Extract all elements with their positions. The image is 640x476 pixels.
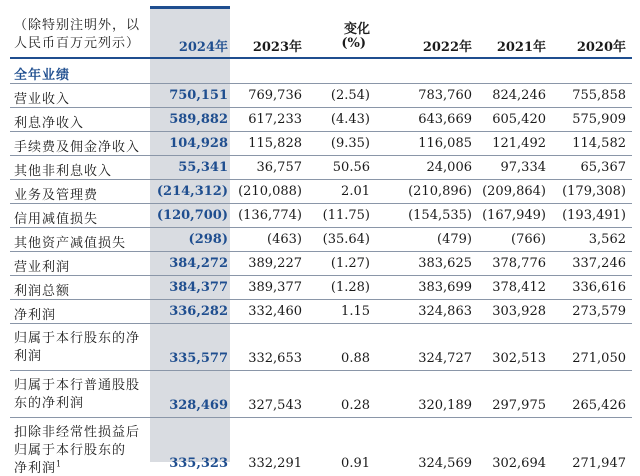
row-divider <box>10 227 632 228</box>
value-2021: 302,694 <box>492 456 546 471</box>
value-2023: 617,233 <box>248 112 302 127</box>
value-2022: 320,189 <box>418 398 472 413</box>
value-2021: 605,420 <box>492 112 546 127</box>
value-2020: (179,308) <box>562 184 626 199</box>
row-label: 净利润 <box>14 308 57 323</box>
value-2022: (479) <box>437 232 472 247</box>
value-2020: 755,858 <box>572 88 626 103</box>
value-2022: 383,625 <box>418 256 472 271</box>
value-2024: 55,341 <box>178 160 228 175</box>
value-2024: 328,469 <box>169 398 228 413</box>
row-label: 营业利润 <box>14 260 71 275</box>
value-2021: 378,412 <box>492 280 546 295</box>
value-2022: 643,669 <box>418 112 472 127</box>
header-2023: 2023年 <box>252 40 302 55</box>
value-2020: 65,367 <box>580 160 626 175</box>
value-2023: 389,377 <box>248 280 302 295</box>
value-change: (1.27) <box>330 256 370 271</box>
row-divider <box>10 203 632 204</box>
row-divider <box>10 179 632 180</box>
value-2023: 327,543 <box>248 398 302 413</box>
value-2021: 297,975 <box>492 398 546 413</box>
row-divider <box>10 251 632 252</box>
value-2023: (136,774) <box>238 208 302 223</box>
header-2022: 2022年 <box>422 40 472 55</box>
value-2024: 384,272 <box>169 256 228 271</box>
value-2023: 332,653 <box>248 351 302 366</box>
row-label: 利息净收入 <box>14 116 85 131</box>
row-divider <box>10 155 632 156</box>
row-label: 其他非利息收入 <box>14 164 113 179</box>
value-2023: (463) <box>267 232 302 247</box>
row-divider <box>10 107 632 108</box>
row-label: 东的净利润 <box>14 396 85 411</box>
header-change: 变化 <box>343 22 370 37</box>
value-2024: (120,700) <box>156 208 228 223</box>
value-2022: 783,760 <box>418 88 472 103</box>
value-change: 0.88 <box>341 351 370 366</box>
row-label: 信用减值损失 <box>14 212 99 227</box>
row-divider <box>10 323 632 324</box>
value-2020: 271,050 <box>572 351 626 366</box>
row-divider <box>10 417 632 418</box>
value-change: (1.28) <box>330 280 370 295</box>
value-2024: (298) <box>188 232 228 247</box>
row-label: 利润总额 <box>14 284 71 299</box>
row-divider <box>10 131 632 132</box>
value-2020: 575,909 <box>572 112 626 127</box>
value-2022: 324,569 <box>418 456 472 471</box>
value-2023: 332,291 <box>248 456 302 471</box>
value-2022: 324,863 <box>418 304 472 319</box>
value-2024: 335,323 <box>169 456 228 471</box>
row-label: 利润 <box>14 349 43 364</box>
row-label: 净利润$^1$ <box>14 459 63 476</box>
unit-note-line1: （除特别注明外，以 <box>14 18 141 33</box>
value-2020: 336,616 <box>572 280 626 295</box>
value-2022: 24,006 <box>426 160 472 175</box>
value-2022: (210,896) <box>408 184 472 199</box>
value-change: (35.64) <box>322 232 370 247</box>
value-2022: 383,699 <box>418 280 472 295</box>
row-label: 归属于本行股东的净 <box>14 331 141 346</box>
value-2022: (154,535) <box>408 208 472 223</box>
value-2023: (210,088) <box>238 184 302 199</box>
footnote-marker: 1 <box>56 459 63 469</box>
header-2021: 2021年 <box>496 40 546 55</box>
value-change: 1.15 <box>341 304 370 319</box>
value-2024: 384,377 <box>169 280 228 295</box>
value-change: 0.91 <box>341 456 370 471</box>
value-change: (2.54) <box>330 88 370 103</box>
value-change: (9.35) <box>330 136 370 151</box>
value-change: 0.28 <box>341 398 370 413</box>
value-2023: 769,736 <box>248 88 302 103</box>
row-divider <box>10 370 632 371</box>
row-label: 归属于本行普通股股 <box>14 378 141 393</box>
row-divider <box>10 299 632 300</box>
value-2020: 265,426 <box>572 398 626 413</box>
value-2021: (209,864) <box>482 184 546 199</box>
value-2021: (766) <box>511 232 546 247</box>
header-2024: 2024年 <box>178 40 228 55</box>
value-2024: 336,282 <box>169 304 228 319</box>
header-2020: 2020年 <box>576 40 626 55</box>
value-2022: 324,727 <box>418 351 472 366</box>
value-2023: 115,828 <box>248 136 302 151</box>
unit-note-line2: 人民币百万元列示） <box>14 36 141 51</box>
row-label: 扣除非经常性损益后 <box>14 425 141 440</box>
value-2020: 273,579 <box>572 304 626 319</box>
value-2020: 114,582 <box>572 136 626 151</box>
value-2021: 303,928 <box>492 304 546 319</box>
value-2024: 335,577 <box>169 351 228 366</box>
row-label: 其他资产减值损失 <box>14 236 127 251</box>
value-2024: 750,151 <box>169 88 228 103</box>
value-2020: 3,562 <box>588 232 626 247</box>
value-2021: 302,513 <box>492 351 546 366</box>
value-2023: 36,757 <box>256 160 302 175</box>
value-2021: 97,334 <box>500 160 546 175</box>
row-label: 业务及管理费 <box>14 188 99 203</box>
value-2020: (193,491) <box>562 208 626 223</box>
value-2020: 337,246 <box>572 256 626 271</box>
value-2020: 271,947 <box>572 456 626 471</box>
value-2024: (214,312) <box>156 184 228 199</box>
value-change: (11.75) <box>322 208 370 223</box>
value-change: 2.01 <box>341 184 370 199</box>
section-rule <box>10 83 632 84</box>
value-change: (4.43) <box>330 112 370 127</box>
highlight-column-top-rule <box>150 6 230 9</box>
value-2021: 121,492 <box>492 136 546 151</box>
row-label: 归属于本行股东的 <box>14 443 127 458</box>
header-rule <box>10 57 632 59</box>
value-2021: 378,776 <box>492 256 546 271</box>
value-2024: 104,928 <box>169 136 228 151</box>
header-change-unit: (%) <box>341 36 366 51</box>
row-divider <box>10 275 632 276</box>
value-2024: 589,882 <box>169 112 228 127</box>
row-label: 手续费及佣金净收入 <box>14 140 141 155</box>
value-change: 50.56 <box>332 160 370 175</box>
section-title: 全年业绩 <box>14 68 71 83</box>
value-2021: 824,246 <box>492 88 546 103</box>
value-2022: 116,085 <box>418 136 472 151</box>
value-2023: 389,227 <box>248 256 302 271</box>
value-2021: (167,949) <box>482 208 546 223</box>
row-label: 营业收入 <box>14 92 71 107</box>
value-2023: 332,460 <box>248 304 302 319</box>
